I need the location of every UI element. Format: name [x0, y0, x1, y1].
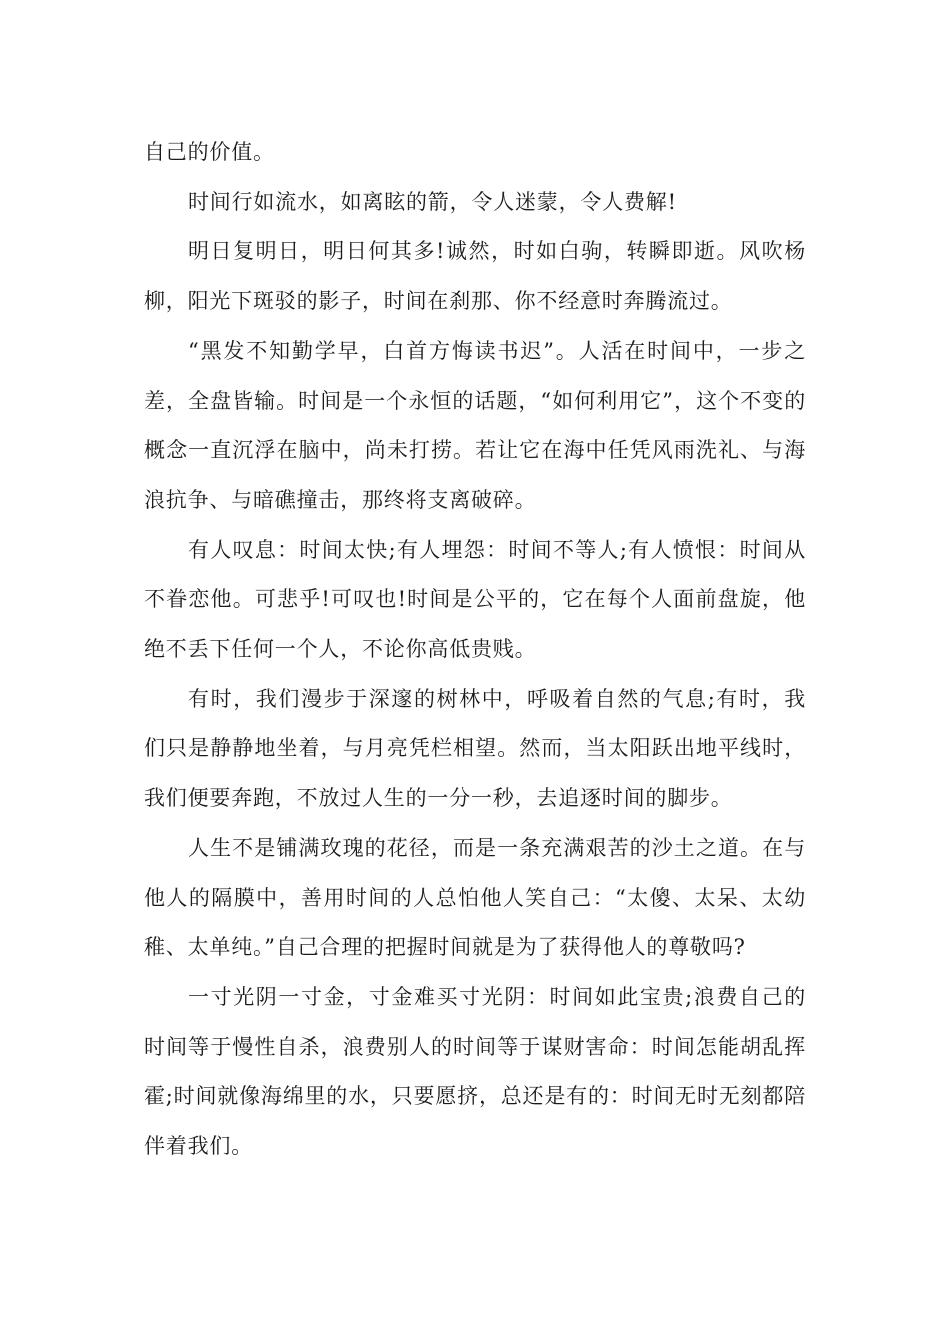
paragraph: “黑发不知勤学早，白首方悔读书迟”。人活在时间中，一步之差，全盘皆输。时间是一个永恒的话题，“如何利用它”，这个不变的概念一直沉浮在脑中，尚未打捞。若让它在海中任凭风雨洗礼、与海浪抗争、与暗礁撞击，那终将支离破碎。: [144, 338, 806, 512]
paragraph: 时间行如流水，如离眩的箭，令人迷蒙，令人费解!: [188, 189, 677, 214]
paragraph-continuation: 自己的价值。: [144, 140, 275, 164]
paragraph: 明日复明日，明日何其多!诚然，时如白驹，转瞬即逝。风吹杨柳，阳光下斑驳的影子，时间在刹那、你不经意时奔腾流过。: [144, 239, 806, 314]
paragraph: 一寸光阴一寸金，寸金难买寸光阴：时间如此宝贵;浪费自己的时间等于慢性自杀，浪费别人的时间等于谋财害命：时间怎能胡乱挥霍;时间就像海绵里的水，只要愿挤，总还是有的：时间无时无刻都陪伴着我们。: [144, 984, 806, 1159]
document-body: [144, 128, 806, 1172]
paragraph: 有时，我们漫步于深邃的树林中，呼吸着自然的气息;有时，我们只是静静地坐着，与月亮凭栏相望。然而，当太阳跃出地平线时，我们便要奔跑，不放过人生的一分一秒，去追逐时间的脚步。: [144, 686, 806, 811]
paragraph: 有人叹息：时间太快;有人埋怨：时间不等人;有人愤恨：时间从不眷恋他。可悲乎!可叹也!时间是公平的，它在每个人面前盘旋，他绝不丢下任何一个人，不论你高低贵贱。: [144, 537, 806, 662]
paragraph: 人生不是铺满玫瑰的花径，而是一条充满艰苦的沙土之道。在与他人的隔膜中，善用时间的人总怕他人笑自己：“太傻、太呆、太幼稚、太单纯。”自己合理的把握时间就是为了获得他人的尊敬吗?: [144, 835, 806, 960]
